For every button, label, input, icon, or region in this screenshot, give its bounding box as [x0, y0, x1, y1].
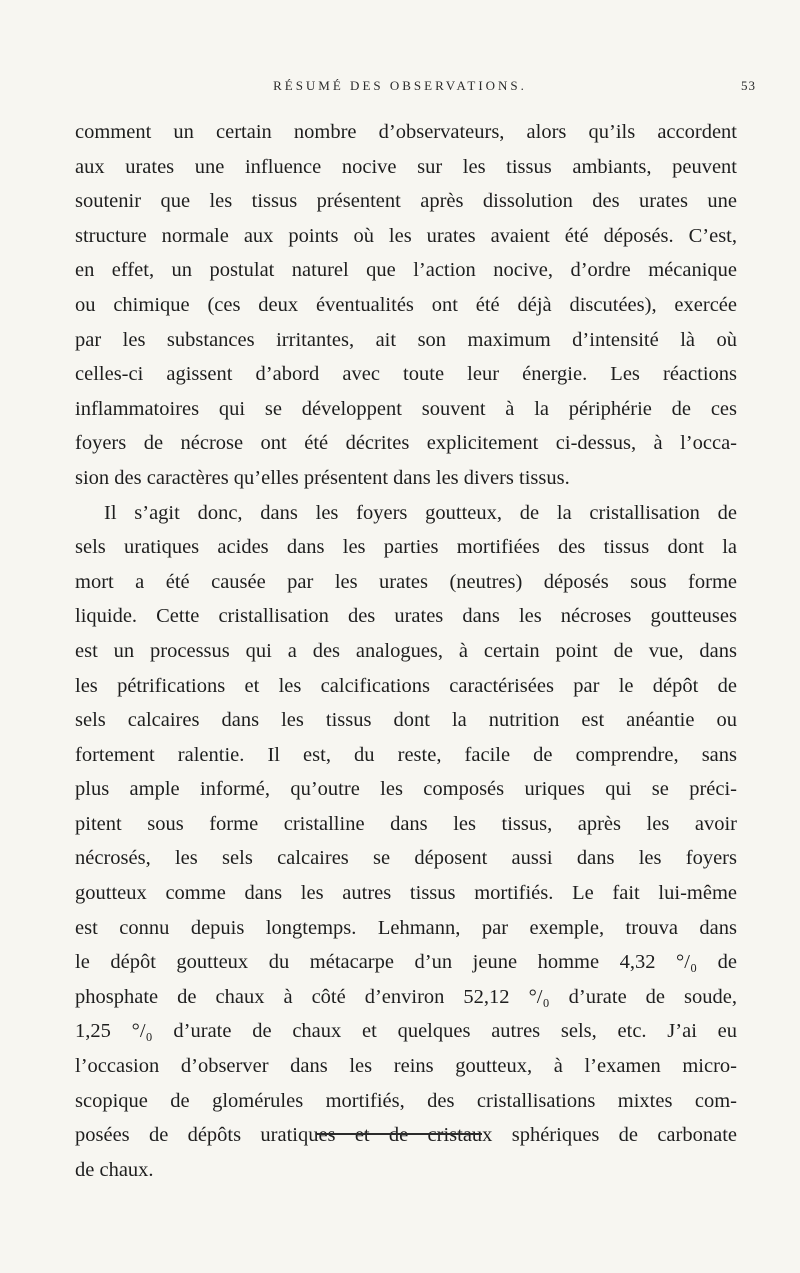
- text-line: nécrosés, les sels calcaires se déposent aussi dans les foyers: [75, 847, 737, 870]
- text-line: goutteux comme dans les autres tissus mortifiés. Le fait lui-même: [75, 882, 737, 905]
- text-line: posées de dépôts uratiques et de cristaux sphériques de carbonate: [75, 1124, 737, 1147]
- text-line: phosphate de chaux à côté d’environ 52,12 °/₀ d’urate de soude,: [75, 985, 737, 1008]
- text-line: structure normale aux points où les urates avaient été déposés. C’est,: [75, 224, 737, 247]
- text-line: par les substances irritantes, ait son maximum d’intensité là où: [75, 328, 737, 351]
- text-line: est connu depuis longtemps. Lehmann, par exemple, trouva dans: [75, 916, 737, 939]
- paragraph-start-line: Il s’agit donc, dans les foyers goutteux, de la cristallisation de: [104, 501, 737, 524]
- text-line: inflammatoires qui se développent souvent à la périphérie de ces: [75, 397, 737, 420]
- text-line: scopique de glomérules mortifiés, des cristallisations mixtes com-: [75, 1089, 737, 1112]
- text-line: comment un certain nombre d’observateurs, alors qu’ils accordent: [75, 121, 737, 143]
- text-line: en effet, un postulat naturel que l’action nocive, d’ordre mécanique: [75, 259, 737, 282]
- text-line: plus ample informé, qu’outre les composés uriques qui se préci-: [75, 778, 737, 801]
- text-line: celles-ci agissent d’abord avec toute leur énergie. Les réactions: [75, 363, 737, 386]
- text-line: les pétrifications et les calcifications caractérisées par le dépôt de: [75, 674, 737, 697]
- body-text: [75, 115, 737, 1187]
- text-line: liquide. Cette cristallisation des urates dans les nécroses goutteuses: [75, 605, 737, 628]
- text-line: ou chimique (ces deux éventualités ont été déjà discutées), exercée: [75, 293, 737, 316]
- text-line: 1,25 °/₀ d’urate de chaux et quelques autres sels, etc. J’ai eu: [75, 1020, 737, 1043]
- page-number: 53: [741, 78, 756, 93]
- text-line: sels calcaires dans les tissus dont la nutrition est anéantie ou: [75, 709, 737, 732]
- text-line: pitent sous forme cristalline dans les tissus, après les avoir: [75, 812, 737, 835]
- text-line: fortement ralentie. Il est, du reste, facile de comprendre, sans: [75, 743, 737, 766]
- text-line: de chaux.: [75, 1158, 154, 1181]
- running-head: RÉSUMÉ DES OBSERVATIONS.: [273, 78, 527, 93]
- text-line: soutenir que les tissus présentent après dissolution des urates une: [75, 190, 737, 213]
- text-line: sion des caractères qu’elles présentent dans les divers tissus.: [75, 466, 570, 489]
- section-end-rule: [316, 1133, 482, 1135]
- text-line: mort a été causée par les urates (neutres) déposés sous forme: [75, 570, 737, 593]
- text-line: foyers de nécrose ont été décrites explicitement ci-dessus, à l’occa-: [75, 432, 737, 455]
- text-line: l’occasion d’observer dans les reins goutteux, à l’examen micro-: [75, 1055, 737, 1078]
- text-line: le dépôt goutteux du métacarpe d’un jeune homme 4,32 °/₀ de: [75, 951, 737, 974]
- text-line: est un processus qui a des analogues, à certain point de vue, dans: [75, 639, 737, 662]
- text-line: aux urates une influence nocive sur les tissus ambiants, peuvent: [75, 155, 737, 178]
- text-line: sels uratiques acides dans les parties mortifiées des tissus dont la: [75, 536, 737, 559]
